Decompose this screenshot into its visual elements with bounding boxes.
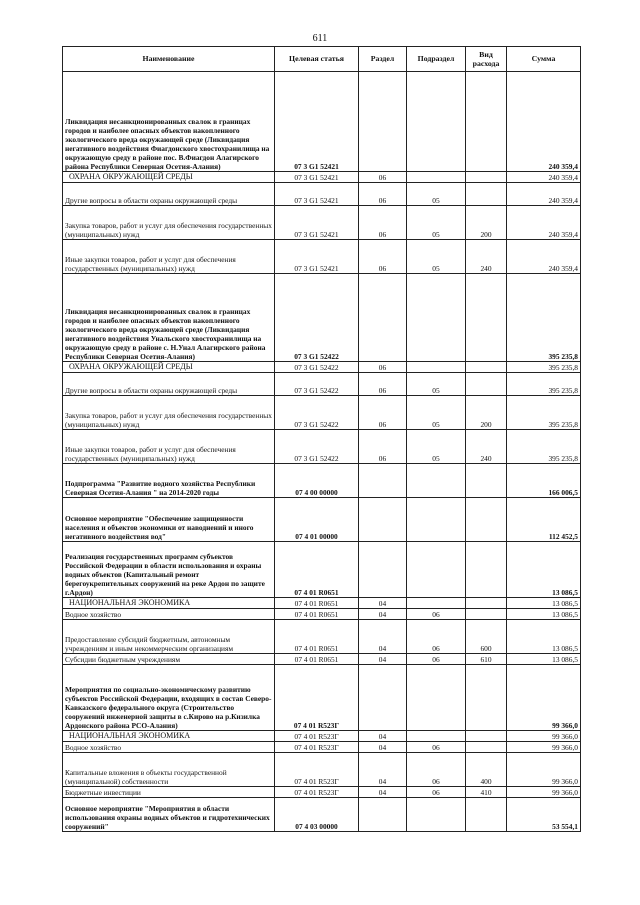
row-target-code: 07 4 01 R523Г — [275, 787, 359, 798]
row-subsection: 06 — [407, 787, 466, 798]
row-section: 06 — [359, 373, 407, 396]
row-name: Ликвидация несанкционированных свалок в границах городов и наиболее опасных объектов накопленного экологического вреда окружающей среде (Ликвидация негативного воздействия Унальского хвостохранилища на окружающую среду в районе с. Н.Унал Алагирского района Республики Северная Осетия-Алания) — [63, 274, 275, 362]
row-target-code: 07 4 01 00000 — [275, 498, 359, 542]
row-section — [359, 798, 407, 832]
row-target-code: 07 4 01 R523Г — [275, 731, 359, 742]
row-subsection — [407, 72, 466, 172]
column-header-target: Целевая статья — [275, 47, 359, 72]
row-expense-type: 240 — [466, 240, 507, 274]
row-sum: 240 359,4 — [507, 240, 581, 274]
row-section: 04 — [359, 654, 407, 665]
row-section — [359, 498, 407, 542]
row-subsection — [407, 498, 466, 542]
row-expense-type: 400 — [466, 753, 507, 787]
row-target-code: 07 4 01 R523Г — [275, 742, 359, 753]
row-name: Подпрограмма "Развитие водного хозяйства Республики Северная Осетия-Алания " на 2014-2020 годы — [63, 464, 275, 498]
row-expense-type: 410 — [466, 787, 507, 798]
row-subsection: 06 — [407, 753, 466, 787]
row-subsection — [407, 362, 466, 373]
row-name: Мероприятия по социально-экономическому развитию субъектов Российской Федерации, входящих в состав Северо-Кавказского федерального округа (Строительство сооружений инженерной защиты в с.Кирово на р.Кизилка Ардонского района РСО-Алания) — [63, 665, 275, 731]
row-target-code: 07 3 G1 52421 — [275, 240, 359, 274]
row-target-code: 07 3 G1 52422 — [275, 373, 359, 396]
row-name: Иные закупки товаров, работ и услуг для обеспечения государственных (муниципальных) нужд — [63, 430, 275, 464]
row-sum: 395 235,8 — [507, 274, 581, 362]
table-row — [63, 430, 581, 464]
row-subsection: 05 — [407, 373, 466, 396]
row-name: Иные закупки товаров, работ и услуг для обеспечения государственных (муниципальных) нужд — [63, 240, 275, 274]
row-section — [359, 464, 407, 498]
row-section — [359, 72, 407, 172]
table-row — [63, 542, 581, 598]
column-header-expense-type: Вид расхода — [466, 47, 507, 72]
row-expense-type — [466, 665, 507, 731]
row-name: Субсидии бюджетным учреждениям — [63, 654, 275, 665]
table-row — [63, 787, 581, 798]
table-header-row — [63, 47, 581, 72]
table-row — [63, 798, 581, 832]
row-sum: 13 086,5 — [507, 654, 581, 665]
row-name: Реализация государственных программ субъектов Российской Федерации в области использования и охраны водных объектов (Капитальный ремонт берегоукрепительных сооружений на реке Ардон по защите г.Ардон) — [63, 542, 275, 598]
table-row — [63, 362, 581, 373]
row-subsection — [407, 464, 466, 498]
row-name: Водное хозяйство — [63, 609, 275, 620]
row-name: НАЦИОНАЛЬНАЯ ЭКОНОМИКА — [63, 598, 275, 609]
table-row — [63, 274, 581, 362]
table-row — [63, 742, 581, 753]
row-target-code: 07 3 G1 52422 — [275, 430, 359, 464]
row-expense-type — [466, 362, 507, 373]
row-target-code: 07 4 00 00000 — [275, 464, 359, 498]
row-name: Бюджетные инвестиции — [63, 787, 275, 798]
table-row — [63, 464, 581, 498]
row-section: 04 — [359, 598, 407, 609]
row-expense-type — [466, 274, 507, 362]
row-sum: 395 235,8 — [507, 373, 581, 396]
row-expense-type — [466, 731, 507, 742]
table-row — [63, 598, 581, 609]
row-expense-type: 200 — [466, 206, 507, 240]
row-name: Ликвидация несанкционированных свалок в границах городов и наиболее опасных объектов накопленного экологического вреда окружающей среде (Ликвидация негативного воздействия Фиагдонского хвостохранилища на окружающую среду в районе пос. В.Фиагдон Алагирского района Республики Северная Осетия-Алания) — [63, 72, 275, 172]
row-section: 06 — [359, 183, 407, 206]
row-expense-type — [466, 72, 507, 172]
row-subsection: 06 — [407, 609, 466, 620]
row-target-code: 07 4 03 00000 — [275, 798, 359, 832]
row-sum: 240 359,4 — [507, 172, 581, 183]
table-row — [63, 654, 581, 665]
table-row — [63, 665, 581, 731]
row-target-code: 07 3 G1 52421 — [275, 72, 359, 172]
row-name: Закупка товаров, работ и услуг для обеспечения государственных (муниципальных) нужд — [63, 396, 275, 430]
row-sum: 13 086,5 — [507, 542, 581, 598]
row-sum: 99 366,0 — [507, 742, 581, 753]
row-target-code: 07 4 01 R0651 — [275, 542, 359, 598]
table-row — [63, 620, 581, 654]
row-target-code: 07 4 01 R523Г — [275, 753, 359, 787]
row-name: Основное мероприятие "Мероприятия в области использования охраны водных объектов и гидротехнических сооружений" — [63, 798, 275, 832]
row-subsection: 06 — [407, 620, 466, 654]
row-expense-type — [466, 598, 507, 609]
row-target-code: 07 4 01 R523Г — [275, 665, 359, 731]
row-subsection — [407, 172, 466, 183]
row-section: 04 — [359, 742, 407, 753]
row-sum: 53 554,1 — [507, 798, 581, 832]
row-name: Другие вопросы в области охраны окружающей среды — [63, 373, 275, 396]
row-expense-type: 240 — [466, 430, 507, 464]
row-expense-type: 600 — [466, 620, 507, 654]
row-expense-type — [466, 498, 507, 542]
row-expense-type — [466, 542, 507, 598]
row-target-code: 07 3 G1 52421 — [275, 172, 359, 183]
row-section — [359, 665, 407, 731]
row-name: Водное хозяйство — [63, 742, 275, 753]
row-subsection — [407, 274, 466, 362]
row-subsection: 05 — [407, 206, 466, 240]
row-target-code: 07 3 G1 52421 — [275, 183, 359, 206]
column-header-name: Наименование — [63, 47, 275, 72]
row-expense-type: 610 — [466, 654, 507, 665]
row-sum: 99 366,0 — [507, 731, 581, 742]
page-number: 611 — [312, 33, 328, 44]
row-subsection: 05 — [407, 183, 466, 206]
row-sum: 240 359,4 — [507, 183, 581, 206]
table-row — [63, 396, 581, 430]
row-section: 06 — [359, 396, 407, 430]
row-section: 06 — [359, 362, 407, 373]
row-expense-type — [466, 172, 507, 183]
column-header-subsection: Подраздел — [407, 47, 466, 72]
row-subsection — [407, 598, 466, 609]
row-subsection — [407, 731, 466, 742]
row-section: 06 — [359, 430, 407, 464]
table-row — [63, 373, 581, 396]
row-subsection: 05 — [407, 396, 466, 430]
row-name: ОХРАНА ОКРУЖАЮЩЕЙ СРЕДЫ — [63, 362, 275, 373]
row-name: ОХРАНА ОКРУЖАЮЩЕЙ СРЕДЫ — [63, 172, 275, 183]
row-section: 04 — [359, 609, 407, 620]
table-row — [63, 72, 581, 172]
row-target-code: 07 4 01 R0651 — [275, 620, 359, 654]
row-section: 06 — [359, 206, 407, 240]
row-sum: 112 452,5 — [507, 498, 581, 542]
row-sum: 99 366,0 — [507, 665, 581, 731]
table-row — [63, 609, 581, 620]
row-section — [359, 542, 407, 598]
row-subsection: 06 — [407, 654, 466, 665]
row-expense-type — [466, 742, 507, 753]
row-section: 04 — [359, 753, 407, 787]
table-row — [63, 240, 581, 274]
row-sum: 166 006,5 — [507, 464, 581, 498]
row-section: 06 — [359, 240, 407, 274]
table-row — [63, 498, 581, 542]
row-name: Предоставление субсидий бюджетным, автономным учреждениям и иным некоммерческим организациям — [63, 620, 275, 654]
row-section: 04 — [359, 787, 407, 798]
row-target-code: 07 4 01 R0651 — [275, 609, 359, 620]
row-subsection — [407, 798, 466, 832]
row-sum: 240 359,4 — [507, 72, 581, 172]
row-section: 04 — [359, 731, 407, 742]
row-target-code: 07 3 G1 52422 — [275, 396, 359, 430]
row-subsection — [407, 665, 466, 731]
row-target-code: 07 3 G1 52422 — [275, 274, 359, 362]
table-row — [63, 183, 581, 206]
row-sum: 99 366,0 — [507, 787, 581, 798]
row-expense-type — [466, 373, 507, 396]
row-expense-type — [466, 464, 507, 498]
row-subsection — [407, 542, 466, 598]
row-expense-type — [466, 609, 507, 620]
row-expense-type: 200 — [466, 396, 507, 430]
row-subsection: 05 — [407, 240, 466, 274]
row-target-code: 07 3 G1 52421 — [275, 206, 359, 240]
row-sum: 99 366,0 — [507, 753, 581, 787]
column-header-sum: Сумма — [507, 47, 581, 72]
row-sum: 13 086,5 — [507, 609, 581, 620]
table-row — [63, 753, 581, 787]
row-name: Закупка товаров, работ и услуг для обеспечения государственных (муниципальных) нужд — [63, 206, 275, 240]
row-section — [359, 274, 407, 362]
table-row — [63, 206, 581, 240]
row-name: Основное мероприятие "Обеспечение защищенности населения и объектов экономики от наводнений и иного негативного воздействия вод" — [63, 498, 275, 542]
budget-table — [62, 46, 581, 832]
row-section: 06 — [359, 172, 407, 183]
table-row — [63, 731, 581, 742]
row-name: Другие вопросы в области охраны окружающей среды — [63, 183, 275, 206]
row-sum: 240 359,4 — [507, 206, 581, 240]
row-sum: 13 086,5 — [507, 620, 581, 654]
row-subsection: 05 — [407, 430, 466, 464]
table-row — [63, 172, 581, 183]
row-expense-type — [466, 798, 507, 832]
row-sum: 395 235,8 — [507, 396, 581, 430]
row-name: НАЦИОНАЛЬНАЯ ЭКОНОМИКА — [63, 731, 275, 742]
row-target-code: 07 3 G1 52422 — [275, 362, 359, 373]
row-subsection: 06 — [407, 742, 466, 753]
row-section: 04 — [359, 620, 407, 654]
row-expense-type — [466, 183, 507, 206]
column-header-section: Раздел — [359, 47, 407, 72]
row-sum: 395 235,8 — [507, 362, 581, 373]
row-sum: 395 235,8 — [507, 430, 581, 464]
row-sum: 13 086,5 — [507, 598, 581, 609]
row-name: Капитальные вложения в объекты государственной (муниципальной) собственности — [63, 753, 275, 787]
row-target-code: 07 4 01 R0651 — [275, 654, 359, 665]
row-target-code: 07 4 01 R0651 — [275, 598, 359, 609]
